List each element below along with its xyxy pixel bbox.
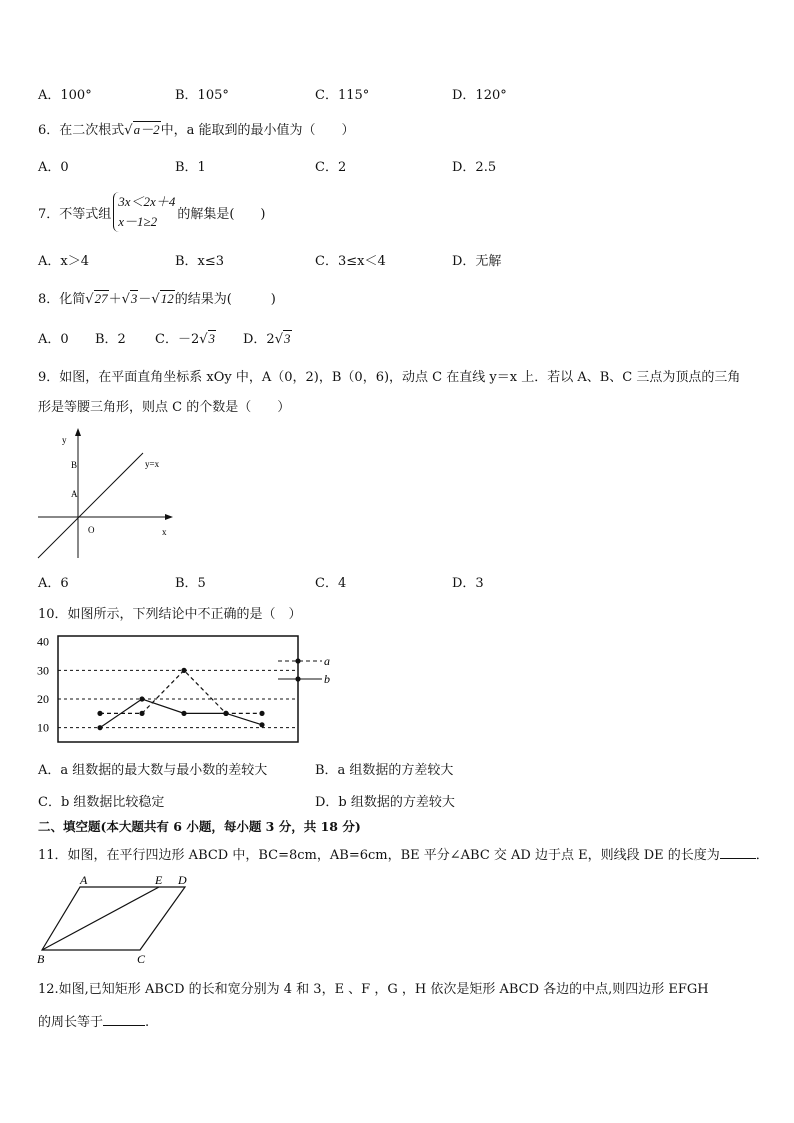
- q8-stem: 8．化简√27＋√3－√12的结果为( ): [38, 291, 276, 307]
- q8-minus: －: [138, 292, 152, 307]
- legend-label-a: a: [324, 654, 330, 668]
- q10-option-b: B．a 组数据的方差较大: [315, 763, 454, 778]
- q12-stem-line2: [38, 1011, 149, 1030]
- q7-option-b: B．x≤3: [175, 254, 225, 269]
- q10-line-chart: [32, 628, 342, 748]
- inequality-system: [113, 192, 175, 232]
- segment-be: [42, 887, 159, 950]
- q6-option-a: A．0: [38, 160, 69, 175]
- q10-option-d: D．b 组数据的方差较大: [315, 795, 455, 810]
- legend-marker-b: [295, 676, 300, 681]
- y-tick-label: 10: [37, 720, 49, 735]
- point-a-label: A: [71, 489, 78, 499]
- point-a-5: [259, 711, 264, 716]
- q8-rad-3: 12: [160, 291, 174, 306]
- x-axis-label: x: [162, 527, 167, 537]
- q8-rad-2: 3: [130, 291, 138, 306]
- q11-stem: [38, 844, 769, 863]
- q9-option-b: B．5: [175, 576, 206, 591]
- q11-end: ．: [755, 848, 769, 863]
- q8-plus: ＋: [108, 292, 122, 307]
- q7-option-d: D．无解: [452, 254, 502, 269]
- legend-marker-a: [295, 658, 300, 663]
- point-b-2: [139, 696, 144, 701]
- q8-pre: 8．化简: [38, 292, 86, 307]
- point-b-label: B: [71, 460, 78, 470]
- q7-stem: [38, 190, 265, 234]
- q5-option-a: A．100°: [38, 88, 92, 103]
- point-b-4: [223, 711, 228, 716]
- q7-ineq-2: x－1≥2: [118, 214, 158, 229]
- q9-stem-line2: 形是等腰三角形，则点 C 的个数是（ ）: [38, 400, 291, 415]
- q8-option-d: D．2√3: [243, 331, 291, 347]
- q5-option-b: B．105°: [175, 88, 229, 103]
- q6-option-b: B．1: [175, 160, 206, 175]
- answer-blank[interactable]: [103, 1013, 145, 1026]
- q12-end: .: [145, 1015, 150, 1030]
- point-b-1: [97, 725, 102, 730]
- chart-legend: [278, 654, 330, 686]
- q8-rad-1: 27: [94, 291, 108, 306]
- origin-label: O: [88, 525, 95, 535]
- sqrt-sign: √: [124, 123, 133, 138]
- q8-option-b: B．2: [95, 332, 126, 347]
- label-a: A: [80, 873, 88, 887]
- point-a-1: [97, 711, 102, 716]
- q8-post: 的结果为( ): [174, 292, 276, 307]
- y-tick-label: 40: [37, 634, 49, 649]
- q9-option-c: C．4: [315, 576, 347, 591]
- q7-post: 的解集是( ): [177, 206, 266, 222]
- q10-option-c: C．b 组数据比较稳定: [38, 795, 165, 810]
- q6-pre: 6．在二次根式: [38, 123, 125, 138]
- q9-coordinate-figure: [35, 425, 180, 565]
- q9-stem-line1: 9．如图，在平面直角坐标系 xOy 中，A（0，2)，B（0，6)，动点 C 在直线 y＝x 上．若以 A、B、C 三点为顶点的三角: [38, 370, 741, 385]
- y-tick-label: 30: [37, 663, 49, 678]
- point-a-3: [181, 668, 186, 673]
- q6-stem: [38, 119, 354, 138]
- q10-option-a: A．a 组数据的最大数与最小数的差较大: [38, 763, 268, 778]
- q8-option-c: C．－2√3: [155, 331, 216, 347]
- q12-text: 的周长等于: [38, 1015, 104, 1030]
- q10-stem: 10．如图所示，下列结论中不正确的是（ ）: [38, 607, 302, 622]
- parallelogram-abcd: [42, 887, 185, 950]
- label-c: C: [137, 952, 146, 965]
- q7-option-a: A．x＞4: [38, 254, 89, 269]
- q11-parallelogram-figure: [35, 870, 200, 965]
- y-axis-arrow: [75, 428, 81, 436]
- q7-option-c: C．3≤x＜4: [315, 254, 386, 269]
- q7-pre: 7．不等式组: [38, 206, 112, 222]
- q5-option-d: D．120°: [452, 88, 507, 103]
- line-y-eq-x: [38, 453, 143, 558]
- q5-option-c: C．115°: [315, 88, 370, 103]
- answer-blank[interactable]: [720, 846, 756, 859]
- section-2-title: 二、填空题(本大题共有 6 小题，每小题 3 分，共 18 分): [38, 819, 361, 834]
- y-axis-label: y: [62, 435, 67, 445]
- q11-text: 11．如图，在平行四边形 ABCD 中，BC=8cm，AB=6cm，BE 平分∠ABC 交 AD 边于点 E，则线段 DE 的长度为: [38, 848, 720, 863]
- point-a-2: [139, 711, 144, 716]
- q8-option-a: A．0: [38, 332, 69, 347]
- point-b-5: [259, 722, 264, 727]
- point-b-3: [181, 711, 186, 716]
- legend-label-b: b: [324, 672, 330, 686]
- q9-option-a: A．6: [38, 576, 69, 591]
- q6-option-d: D．2.5: [452, 160, 497, 175]
- q6-option-c: C．2: [315, 160, 347, 175]
- q6-post: 中，a 能取到的最小值为（ ）: [160, 123, 355, 138]
- label-e: E: [155, 873, 163, 887]
- label-d: D: [178, 873, 187, 887]
- q9-option-d: D．3: [452, 576, 484, 591]
- q12-stem-line1: 12.如图,已知矩形 ABCD 的长和宽分别为 4 和 3，E 、F ，G ，H 依次是矩形 ABCD 各边的中点,则四边形 EFGH: [38, 982, 709, 997]
- q7-ineq-1: 3x＜2x＋4: [118, 194, 176, 209]
- label-b: B: [37, 952, 45, 965]
- line-label: y=x: [145, 459, 160, 469]
- series-line-a: [100, 670, 262, 713]
- q6-radicand: a－2: [133, 122, 160, 137]
- x-axis-arrow: [165, 514, 173, 520]
- y-tick-label: 20: [37, 692, 49, 707]
